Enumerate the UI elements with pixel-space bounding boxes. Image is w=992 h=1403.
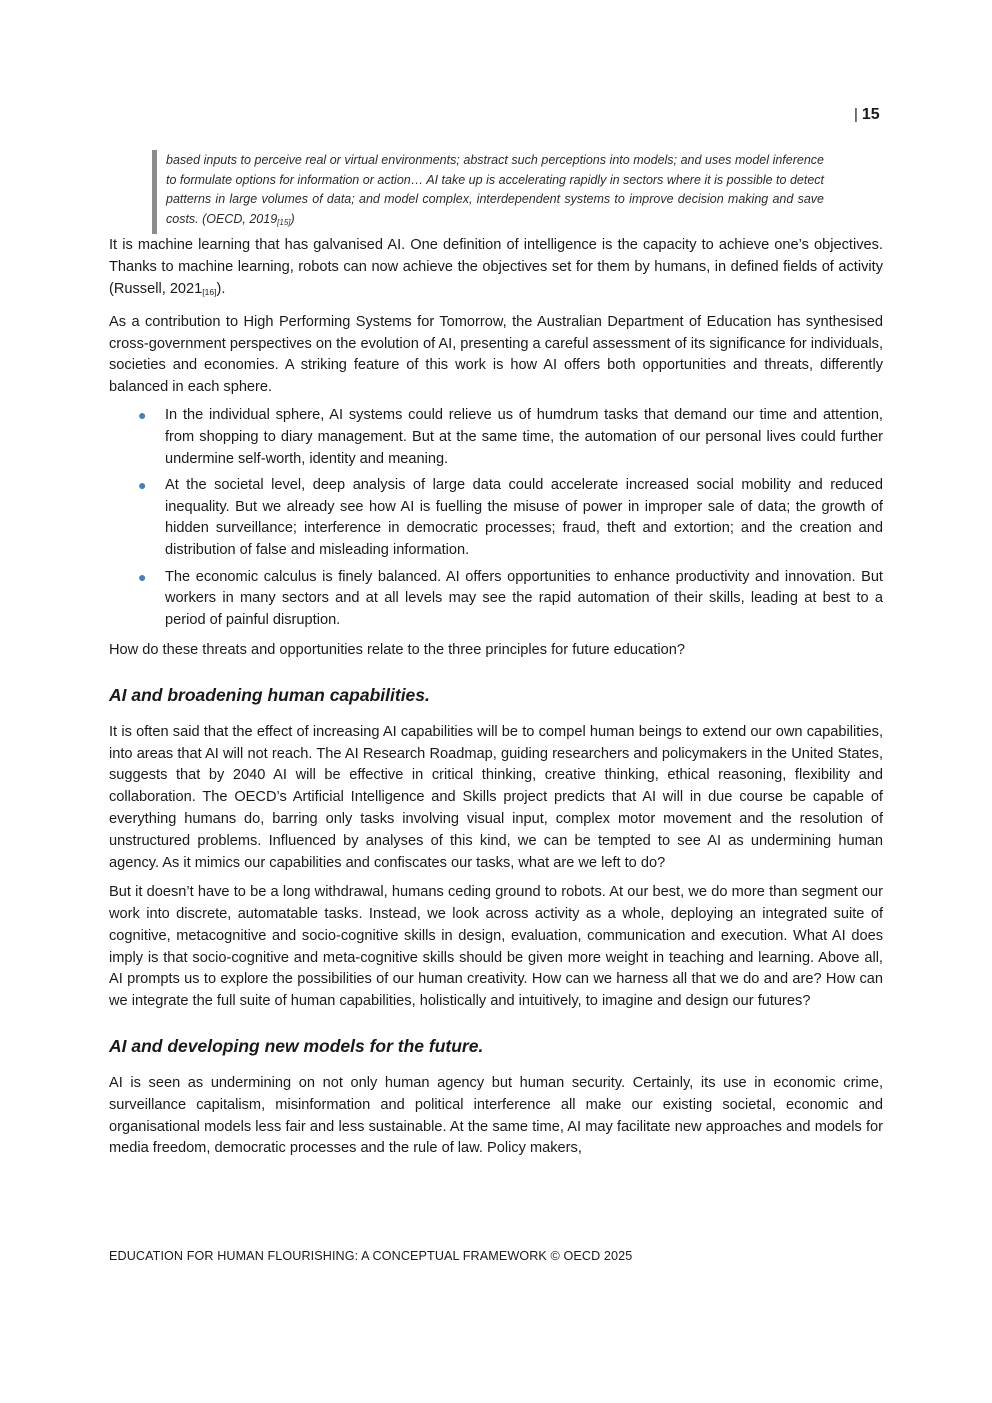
section-heading-capabilities: AI and broadening human capabilities. (109, 684, 430, 705)
page-content (109, 150, 883, 1160)
page-number-divider: | (854, 106, 858, 123)
list-item (109, 405, 883, 470)
bullet-icon: ● (138, 406, 147, 423)
section-heading-new-models: AI and developing new models for the future. (109, 1036, 484, 1057)
paragraph-capabilities-2: But it doesn’t have to be a long withdrawal, humans ceding ground to robots. At our best, we do more than segment our work into discrete, automatable tasks. Instead, we look across activity as a whole, deploying an integrated suite of cognitive, metacognitive and socio-cognitive skills in design, evaluation, communication and execution. What AI does imply is that socio-cognitive and meta-cognitive skills should be given more weight in teaching and learning. Above all, AI prompts us to explore the possibilities of our human creativity. How can we harness all that we do and are? How can we integrate the full suite of human capabilities, holistically and intuitively, to imagine and design our futures? (109, 884, 883, 1010)
paragraph-capabilities-1: It is often said that the effect of increasing AI capabilities will be to compel human beings to extend our own capabilities, into areas that AI will not reach. The AI Research Roadmap, guiding researchers and policymakers in the United States, suggests that by 2040 AI will be effective in critical thinking, creative thinking, ethical reasoning, flexibility and collaboration. The OECD’s Artificial Intelligence and Skills project predicts that AI will in due course be capable of everything humans do, barring only tasks involving visual input, complex motor movement and the resolution of unstructured problems. Influenced by analyses of this kind, we can be tempted to see AI as undermining human agency. As it mimics our capabilities and confiscates our tasks, what are we left to do? (109, 723, 883, 871)
paragraph-text: It is machine learning that has galvanised AI. One definition of intelligence is the capacity to achieve one’s objectives. Thanks to machine learning, robots can now achieve the objectives set for them by humans, in defined fields of activity (Russell, 2021 (109, 237, 883, 297)
reference-link[interactable]: [16] (202, 286, 217, 297)
paragraph-close: ). (216, 280, 226, 297)
list-item-text: In the individual sphere, AI systems could relieve us of humdrum tasks that demand our time and attention, from shopping to diary management. But at the same time, the automation of our personal lives could further undermine self-worth, identity and meaning. (165, 406, 883, 467)
bullet-list (109, 405, 883, 632)
block-quote (152, 150, 824, 234)
list-item (109, 475, 883, 562)
page-number-value: 15 (861, 106, 880, 123)
bullet-icon: ● (138, 476, 147, 493)
list-item-text: The economic calculus is finely balanced. AI offers opportunities to enhance productivity and innovation. But workers in many sectors and at all levels may see the rapid automation of their skills, leading at best to a period of painful disruption. (165, 568, 883, 629)
paragraph-machine-learning (109, 235, 883, 303)
block-quote-text: based inputs to perceive real or virtual environments; abstract such perceptions into models; and uses model inference to formulate options for information or action… AI take up is accelerating rapidly in sectors where it is possible to detect patterns in large volumes of data; and model complex, interdependent systems to improve decision making and save costs. (OECD, 2019 (166, 153, 824, 226)
block-quote-reference[interactable]: [15] (277, 217, 291, 227)
paragraph-new-models-1: AI is seen as undermining on not only human agency but human security. Certainly, its use in economic crime, surveillance capitalism, misinformation and political interference all make our existing societal, economic and organisational models less fair and less sustainable. At the same time, AI may facilitate new approaches and models for media freedom, democratic processes and the rule of law. Policy makers, (109, 1075, 883, 1157)
block-quote-close: ) (290, 211, 295, 226)
page-footer: EDUCATION FOR HUMAN FLOURISHING: A CONCEPTUAL FRAMEWORK © OECD 2025 (109, 1249, 633, 1263)
page-number (854, 106, 880, 124)
paragraph-question: How do these threats and opportunities relate to the three principles for future education? (109, 641, 685, 658)
list-item (109, 567, 883, 632)
list-item-text: At the societal level, deep analysis of large data could accelerate increased social mobility and reduced inequality. But we already see how AI is fuelling the misuse of power in improper sale of data; the growth of hidden surveillance; interference in democratic processes; fraud, theft and extortion; and the creation and distribution of false and misleading information. (165, 476, 883, 559)
bullet-icon: ● (138, 568, 147, 585)
paragraph-australian-department: As a contribution to High Performing Systems for Tomorrow, the Australian Department of Education has synthesised cross-government perspectives on the evolution of AI, presenting a careful assessment of its significance for individuals, societies and economies. A striking feature of this work is how AI offers both opportunities and threats, differently balanced in each sphere. (109, 313, 883, 396)
